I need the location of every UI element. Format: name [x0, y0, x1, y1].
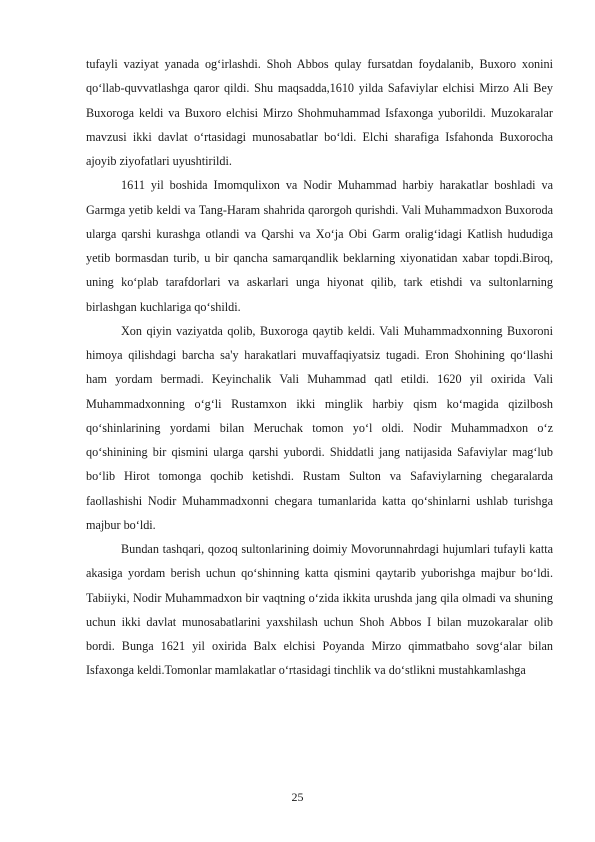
page-number: 25 [291, 790, 304, 804]
paragraph-4: Bundan tashqari, qozoq sultonlarining doimiy Movorunnahrdagi hujumlari tufayli katta akasiga yordam berish uchun qo‘shinning katta qismini qaytarib yuborishga majbur bo‘ldi. Tabiiyki, Nodir Muhammadxon bir vaqtning o‘zida ikkita urushda jang qila olmadi va shuning uchun ikki davlat munosabatlarini yaxshilash uchun Shoh Abbos I bilan muzokaralar olib bordi. Bunga 1621 yil oxirida Balx elchisi Poyanda Mirzo qimmatbaho sovg‘alar bilan Isfaxonga keldi.Tomonlar mamlakatlar o‘rtasidagi tinchlik va do‘stlikni mustahkamlashga [86, 542, 553, 678]
paragraph-3: Xon qiyin vaziyatda qolib, Buxoroga qaytib keldi. Vali Muhammadxonning Buxoroni himoya qilishdagi barcha sa'y harakatlari muvaffaqiyatsiz tugadi. Eron Shohining qo‘llashi ham yordam bermadi. Keyinchalik Vali Muhammad qatl etildi. 1620 yil oxirida Vali Muhammadxonning o‘g‘li Rustamxon ikki minglik harbiy qism ko‘magida qizilbosh qo‘shinlarining yordami bilan Meruchak tomon yo‘l oldi. Nodir Muhammadxon o‘z qo‘shinining bir qismini ularga qarshi yubordi. Shiddatli jang natijasida Safaviylar mag‘lub bo‘lib Hirot tomonga qochib ketishdi. Rustam Sulton va Safaviylarning chegaralarda faollashishi Nodir Muhammadxonni chegara tumanlarida katta qo‘shinlarni ushlab turishga majbur bo‘ldi. [86, 323, 553, 532]
body-text [86, 52, 553, 683]
paragraph-1: tufayli vaziyat yanada og‘irlashdi. Shoh Abbos qulay fursatdan foydalanib, Buxoro xonini qo‘llab-quvvatlashga qaror qildi. Shu maqsadda,1610 yilda Safaviylar elchisi Mirzo Ali Bey Buxoroga keldi va Buxoro elchisi Mirzo Shohmuhammad Isfaxonga yuborildi. Muzokaralar mavzusi ikki davlat o‘rtasidagi munosabatlar bo‘ldi. Elchi sharafiga Isfahonda Buxorocha ajoyib ziyofatlari uyushtirildi. [86, 57, 553, 168]
paragraph-2: 1611 yil boshida Imomqulixon va Nodir Muhammad harbiy harakatlar boshladi va Garmga yetib keldi va Tang-Haram shahrida qarorgoh qurishdi. Vali Muhammadxon Buxoroda ularga qarshi kurashga otlandi va Qarshi va Xo‘ja Obi Garm oralig‘idagi Katlish hududiga yetib bormasdan turib, u bir qancha samarqandlik beklarning xiyonatidan xabar topdi.Biroq, uning ko‘plab tarafdorlari va askarlari unga hiyonat qilib, tark etishdi va sultonlarning birlashgan kuchlariga qo‘shildi. [86, 178, 553, 314]
